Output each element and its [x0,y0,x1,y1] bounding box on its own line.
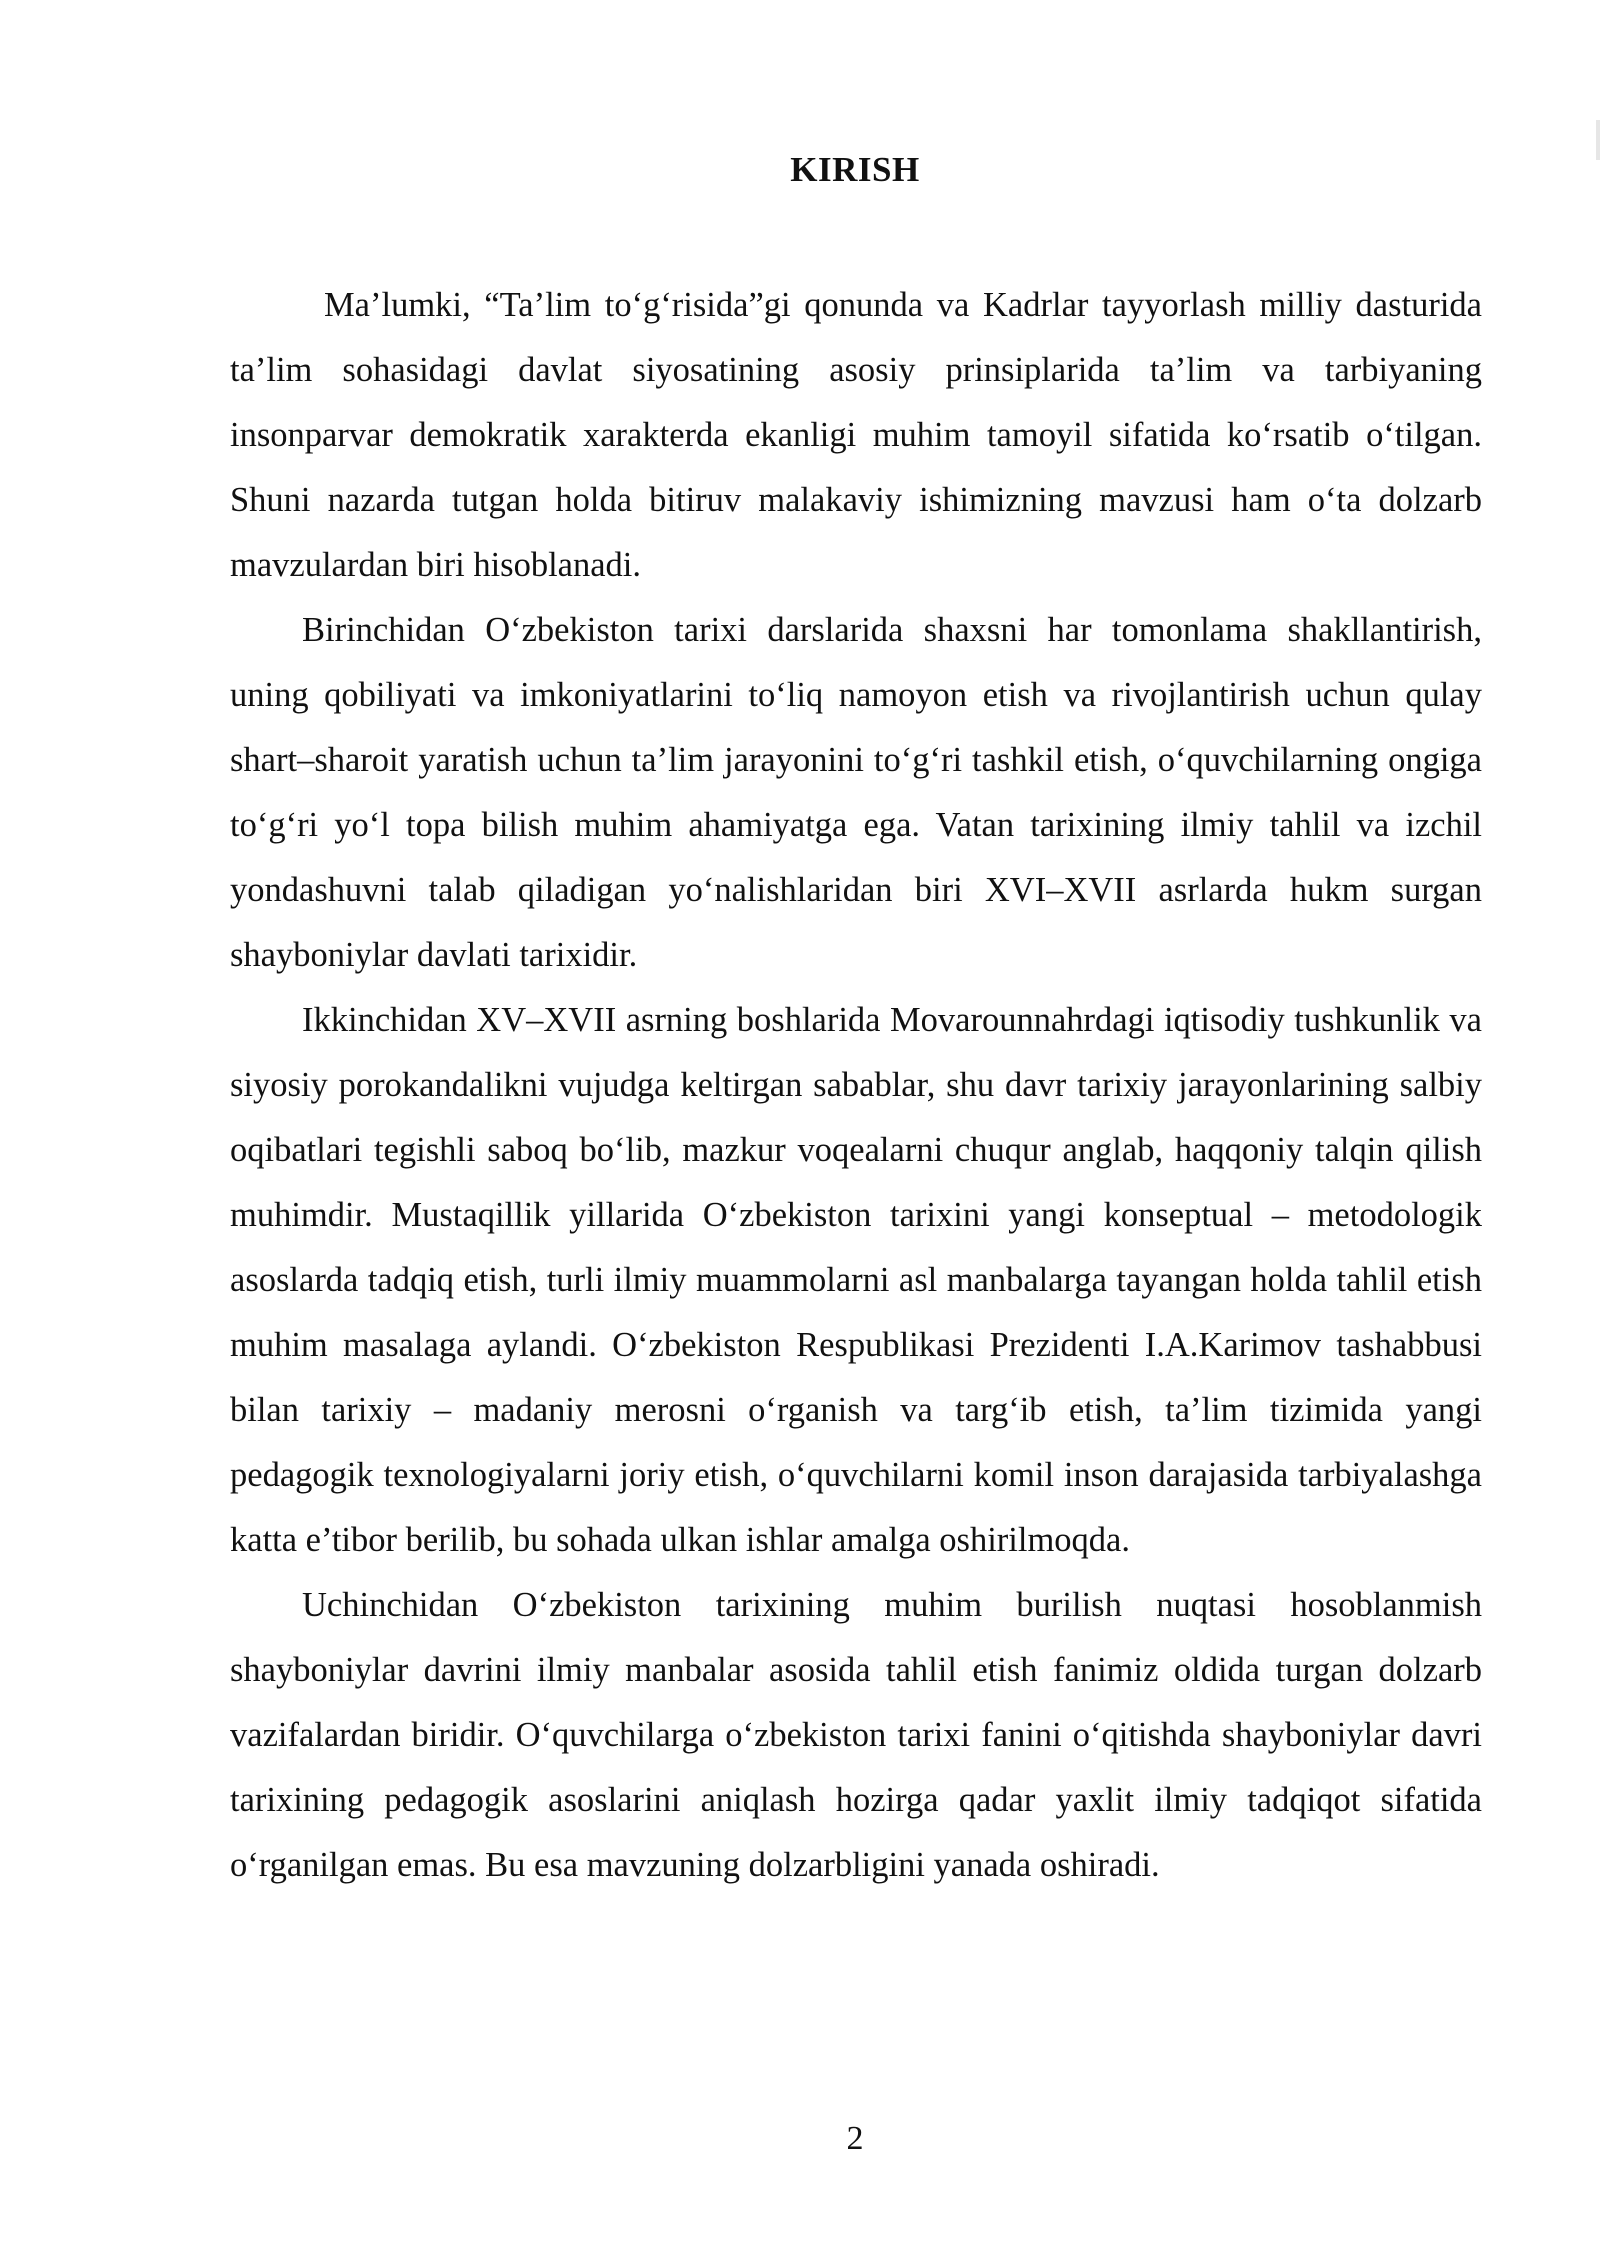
paragraph-intro: Ma’lumki, “Ta’lim to‘g‘risida”gi qonunda va Kadrlar tayyorlash milliy dasturida ta’lim sohasidagi davlat siyosatining asosiy prinsiplarida ta’lim va tarbiyaning insonparvar demokratik xarakterda ekanligi muhim tamoyil sifatida ko‘rsatib o‘tilgan. Shuni nazarda tutgan holda bitiruv malakaviy ishimizning mavzusi ham o‘ta dolzarb mavzulardan biri hisoblanadi. [230,286,1482,584]
page-title: KIRISH [790,150,920,189]
page-number: 2 [846,2120,864,2157]
paragraph-second-point: Ikkinchidan XV–XVII asrning boshlarida Movarounnahrdagi iqtisodiy tushkunlik va siyosiy porokandalikni vujudga keltirgan sabablar, shu davr tarixiy jarayonlarining salbiy oqibatlari tegishli saboq bo‘lib, mazkur voqealarni chuqur anglab, haqqoniy talqin qilish muhimdir. Mustaqillik yillarida O‘zbekiston tarixini yangi konseptual – metodologik asoslarda tadqiq etish, turli ilmiy muammolarni asl manbalarga tayangan holda tahlil etish muhim masalaga aylandi. O‘zbekiston Respublikasi Prezidenti I.A.Karimov tashabbusi bilan tarixiy – madaniy merosni o‘rganish va targ‘ib etish, ta’lim tizimida yangi pedagogik texnologiyalarni joriy etish, o‘quvchilarni komil inson darajasida tarbiyalashga katta e’tibor berilib, bu sohada ulkan ishlar amalga oshirilmoqda. [230,1001,1482,1559]
body-text [230,273,1482,1898]
paragraph-third-point: Uchinchidan O‘zbekiston tarixining muhim burilish nuqtasi hosoblanmish shayboniylar davrini ilmiy manbalar asosida tahlil etish fanimiz oldida turgan dolzarb vazifalardan biridir. O‘quvchilarga o‘zbekiston tarixi fanini o‘qitishda shayboniylar davri tarixining pedagogik asoslarini aniqlash hozirga qadar yaxlit ilmiy tadqiqot sifatida o‘rganilgan emas. Bu esa mavzuning dolzarbligini yanada oshiradi. [230,1586,1482,1884]
paragraph-first-point: Birinchidan O‘zbekiston tarixi darslarida shaxsni har tomonlama shakllantirish, uning qobiliyati va imkoniyatlarini to‘liq namoyon etish va rivojlantirish uchun qulay shart–sharoit yaratish uchun ta’lim jarayonini to‘g‘ri tashkil etish, o‘quvchilarning ongiga to‘g‘ri yo‘l topa bilish muhim ahamiyatga ega. Vatan tarixining ilmiy tahlil va izchil yondashuvni talab qiladigan yo‘nalishlaridan biri XVI–XVII asrlarda hukm surgan shayboniylar davlati tarixidir. [230,611,1482,974]
